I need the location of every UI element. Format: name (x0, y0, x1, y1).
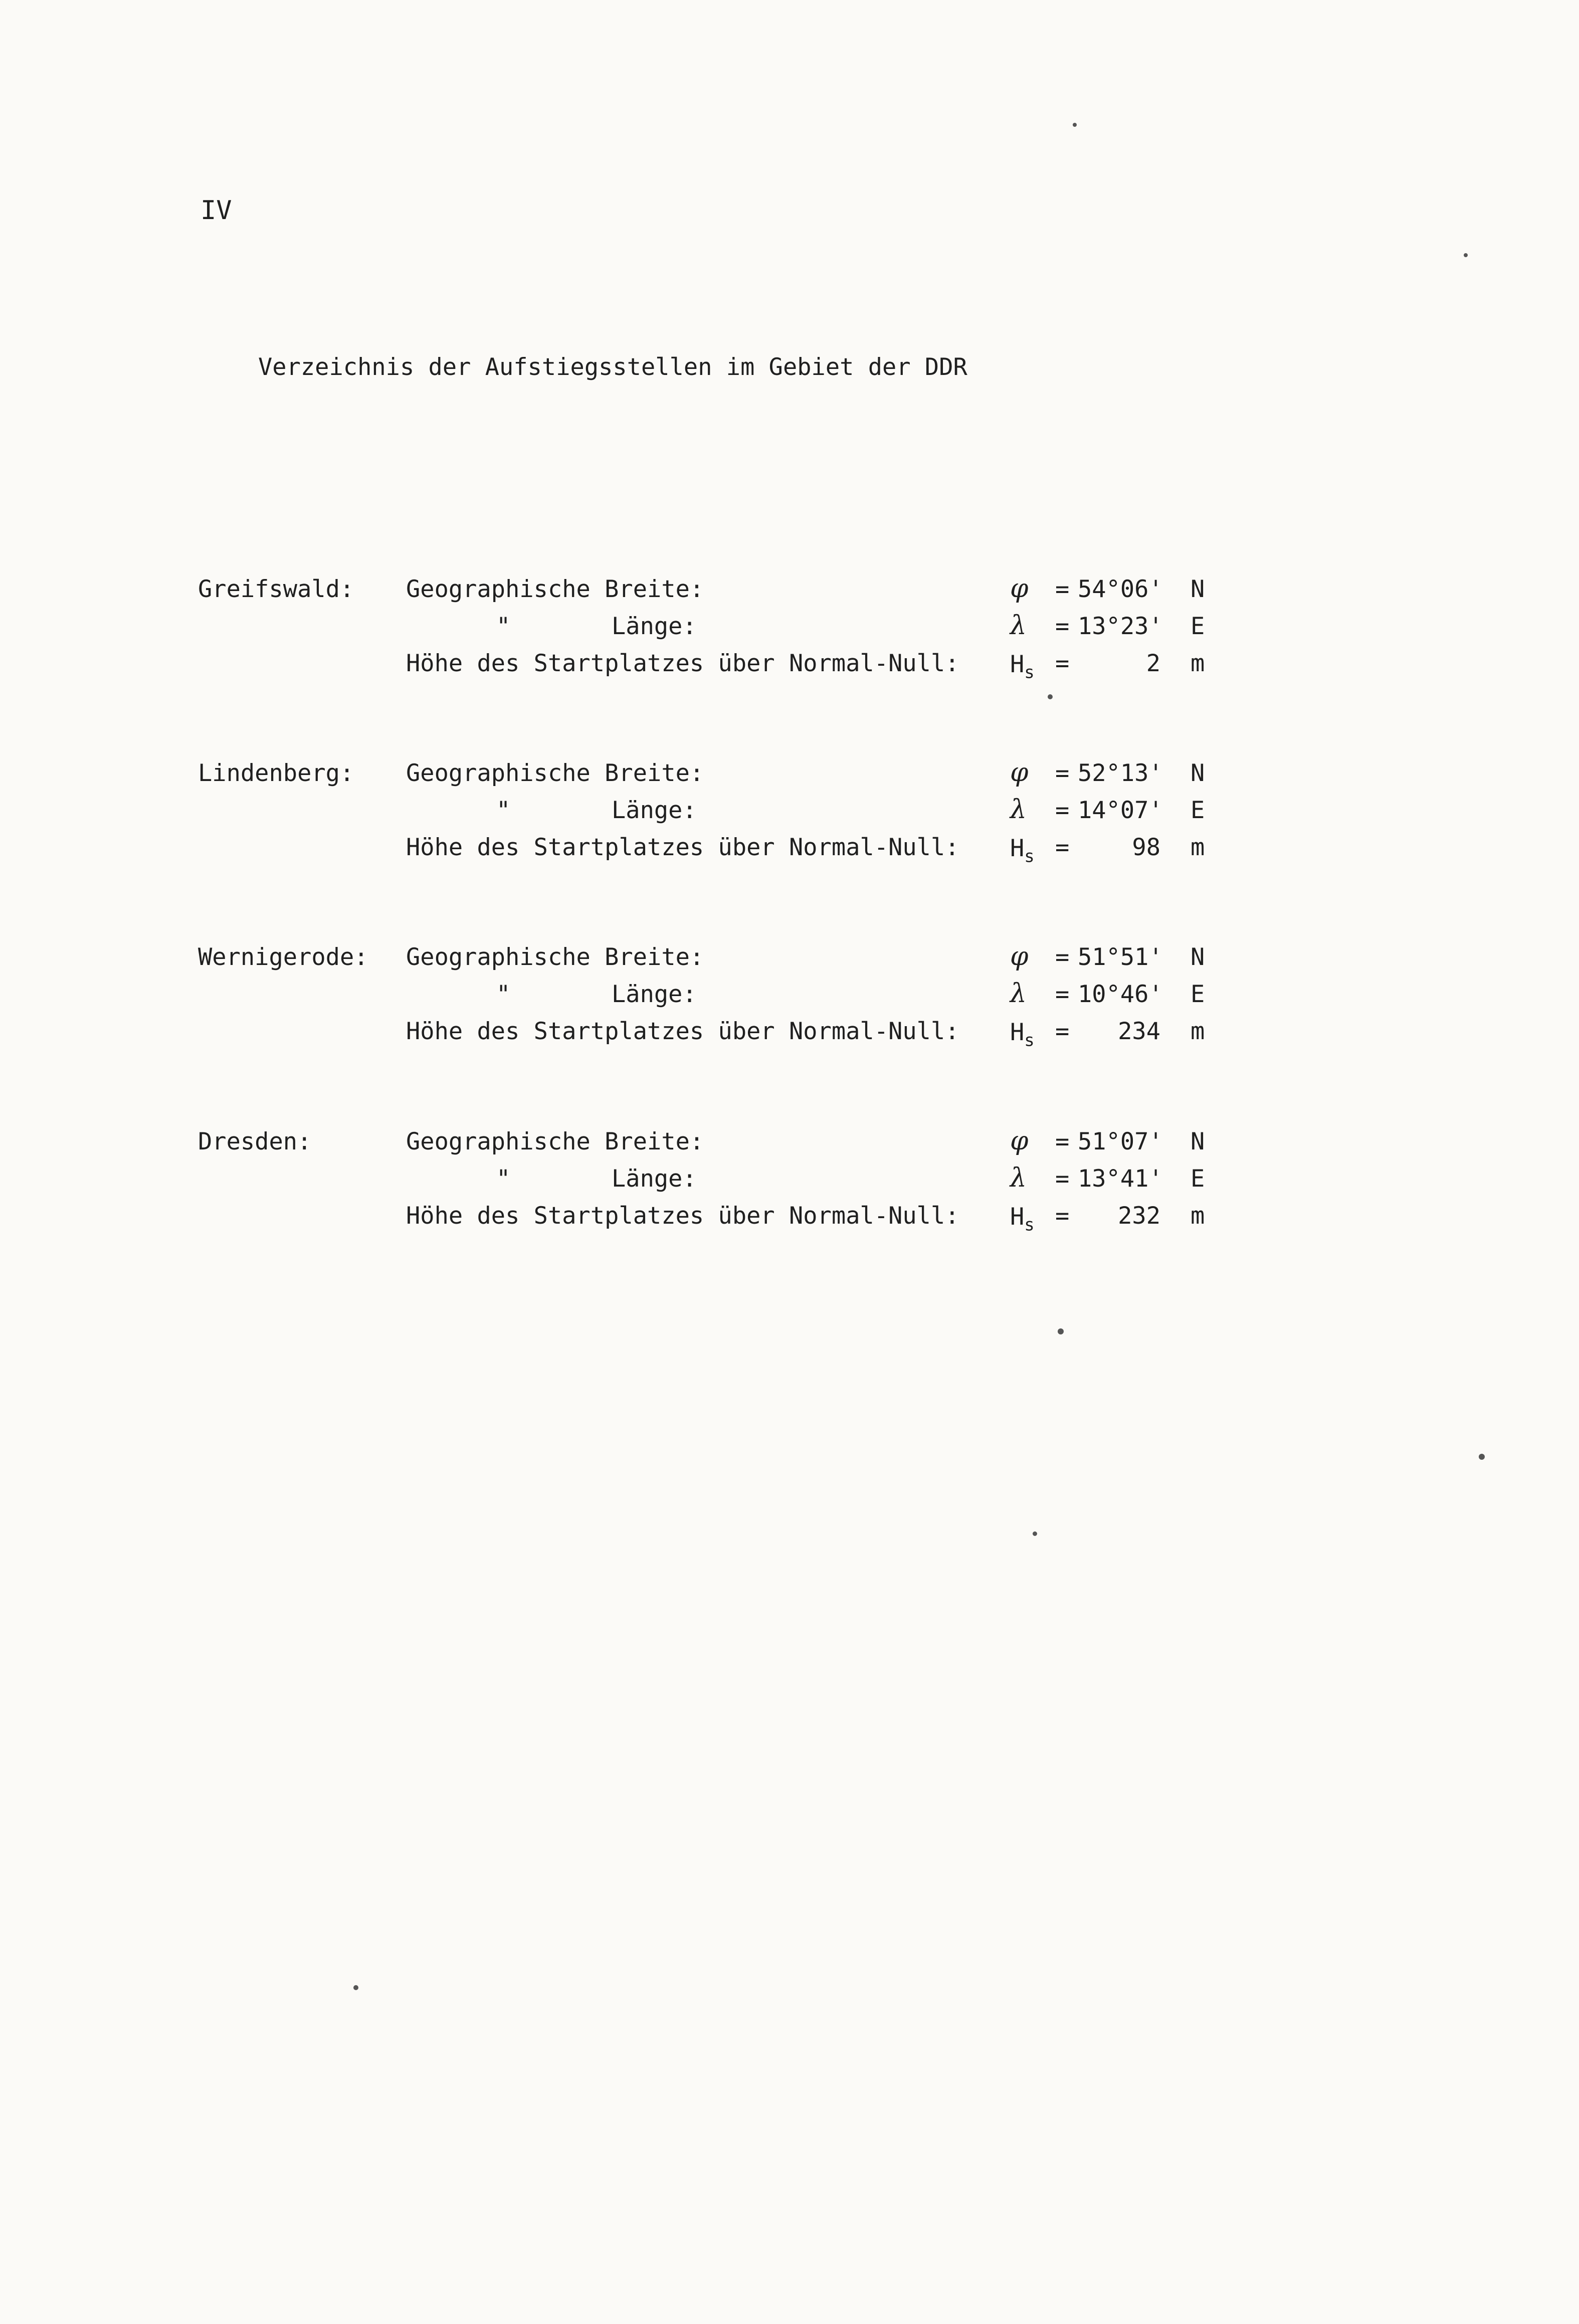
altitude-value: 2 (1146, 650, 1160, 677)
east-unit: E (1191, 613, 1205, 640)
altitude-label: Höhe des Startplatzes über Normal-Null: (406, 1018, 959, 1045)
equals-sign: = (1055, 650, 1070, 677)
longitude-value: 10°46' (1078, 981, 1163, 1008)
longitude-label: Länge: (612, 797, 697, 824)
station-name: Lindenberg: (198, 759, 354, 787)
altitude-label: Höhe des Startplatzes über Normal-Null: (406, 650, 959, 677)
height-symbol: $H_s$ (1010, 1019, 1035, 1051)
ditto-mark: " (496, 1165, 511, 1193)
latitude-value: 52°13' (1078, 759, 1163, 787)
station-entry-wernigerode (0, 943, 1579, 1059)
ditto-mark: " (496, 797, 511, 824)
station-name: Dresden: (198, 1128, 312, 1155)
east-unit: E (1191, 981, 1205, 1008)
equals-sign: = (1055, 797, 1070, 824)
altitude-value: 234 (1118, 1018, 1160, 1045)
altitude-value: 232 (1118, 1202, 1160, 1230)
north-unit: N (1191, 943, 1205, 971)
latitude-value: 54°06' (1078, 575, 1163, 603)
altitude-label: Höhe des Startplatzes über Normal-Null: (406, 1202, 959, 1230)
equals-sign: = (1055, 834, 1070, 861)
altitude-label: Höhe des Startplatzes über Normal-Null: (406, 834, 959, 861)
north-unit: N (1191, 1128, 1205, 1155)
latitude-label: Geographische Breite: (406, 1128, 704, 1155)
altitude-value: 98 (1132, 834, 1160, 861)
latitude-label: Geographische Breite: (406, 575, 704, 603)
meter-unit: m (1191, 650, 1205, 677)
equals-sign: = (1055, 1128, 1070, 1155)
station-name: Greifswald: (198, 575, 354, 603)
page-number: IV (201, 196, 232, 226)
scan-speck (353, 1985, 358, 1990)
latitude-value: 51°51' (1078, 943, 1163, 971)
north-unit: N (1191, 759, 1205, 787)
lambda-symbol: λ (1010, 795, 1027, 825)
phi-symbol: φ (1010, 941, 1029, 972)
phi-symbol: φ (1010, 757, 1029, 788)
equals-sign: = (1055, 575, 1070, 603)
station-entry-dresden (0, 1128, 1579, 1243)
meter-unit: m (1191, 1202, 1205, 1230)
lambda-symbol: λ (1010, 611, 1027, 641)
phi-symbol: φ (1010, 573, 1029, 604)
scan-speck (1048, 694, 1053, 699)
equals-sign: = (1055, 1018, 1070, 1045)
station-entry-lindenberg (0, 759, 1579, 875)
equals-sign: = (1055, 1165, 1070, 1193)
height-symbol: $H_s$ (1010, 835, 1035, 867)
scan-speck (1464, 253, 1468, 257)
station-entry-greifswald (0, 575, 1579, 691)
longitude-label: Länge: (612, 1165, 697, 1193)
latitude-label: Geographische Breite: (406, 759, 704, 787)
ditto-mark: " (496, 981, 511, 1008)
north-unit: N (1191, 575, 1205, 603)
equals-sign: = (1055, 759, 1070, 787)
longitude-value: 13°41' (1078, 1165, 1163, 1193)
equals-sign: = (1055, 613, 1070, 640)
longitude-value: 13°23' (1078, 613, 1163, 640)
longitude-value: 14°07' (1078, 797, 1163, 824)
scan-speck (1058, 1328, 1064, 1334)
east-unit: E (1191, 1165, 1205, 1193)
height-symbol: $H_s$ (1010, 651, 1035, 683)
station-name: Wernigerode: (198, 943, 368, 971)
phi-symbol: φ (1010, 1126, 1029, 1156)
scan-speck (1073, 123, 1077, 127)
east-unit: E (1191, 797, 1205, 824)
ditto-mark: " (496, 613, 511, 640)
height-symbol: $H_s$ (1010, 1203, 1035, 1235)
equals-sign: = (1055, 1202, 1070, 1230)
latitude-value: 51°07' (1078, 1128, 1163, 1155)
longitude-label: Länge: (612, 613, 697, 640)
scan-speck (1033, 1531, 1037, 1536)
lambda-symbol: λ (1010, 979, 1027, 1009)
equals-sign: = (1055, 981, 1070, 1008)
meter-unit: m (1191, 834, 1205, 861)
equals-sign: = (1055, 943, 1070, 971)
longitude-label: Länge: (612, 981, 697, 1008)
lambda-symbol: λ (1010, 1163, 1027, 1193)
scan-speck (1479, 1454, 1485, 1460)
document-title: Verzeichnis der Aufstiegsstellen im Gebiet der DDR (258, 353, 967, 381)
latitude-label: Geographische Breite: (406, 943, 704, 971)
meter-unit: m (1191, 1018, 1205, 1045)
